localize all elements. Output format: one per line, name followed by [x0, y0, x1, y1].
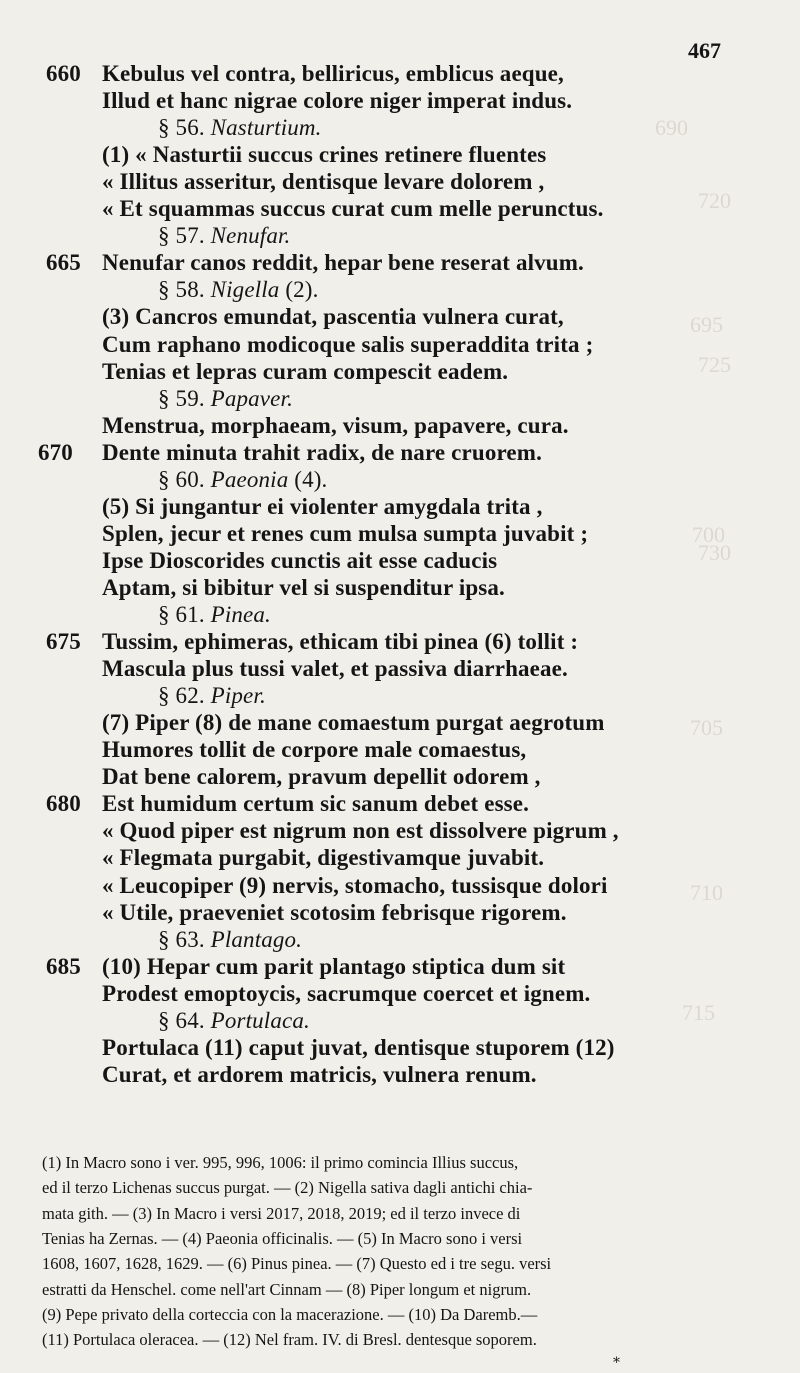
verse-line	[0, 493, 800, 521]
verse-line	[0, 439, 800, 467]
verse-text: Splen, jecur et renes cum mulsa sumpta juvabit ;	[102, 520, 589, 546]
verse-line	[0, 817, 800, 845]
verse-line	[0, 953, 800, 981]
verse-text: (1) « Nasturtii succus crines retinere fluentes	[102, 142, 547, 168]
section-title: Plantago.	[210, 926, 303, 952]
section-heading	[0, 1007, 800, 1035]
footnote-line: estratti da Henschel. come nell'art Cinnam — (8) Piper longum et nigrum.	[42, 1279, 532, 1299]
section-number: § 64.	[158, 1007, 205, 1033]
verse-text: (5) Si jungantur ei violenter amygdala trita ,	[102, 493, 543, 519]
verse-line	[0, 574, 800, 602]
section-number: § 62.	[158, 683, 205, 709]
bleed-number: 720	[698, 188, 731, 213]
verse-line	[0, 303, 800, 331]
footnote-ref: (4).	[288, 466, 328, 492]
section-title: Piper.	[210, 683, 266, 709]
section-heading	[0, 682, 800, 710]
verse-line	[0, 736, 800, 764]
footnote-line: Tenias ha Zernas. — (4) Paeonia officinalis. — (5) In Macro sono i versi	[42, 1228, 523, 1248]
verse-text: Tenias et lepras curam compescit eadem.	[102, 358, 509, 384]
verse-text: (7) Piper (8) de mane comaestum purgat aegrotum	[102, 710, 605, 736]
verse-number: 665	[46, 250, 81, 276]
section-heading	[0, 222, 800, 250]
verse-text: Menstrua, morphaeam, visum, papavere, cura.	[102, 412, 569, 438]
footnote-line: ed il terzo Lichenas succus purgat. — (2) Nigella sativa dagli antichi chia-	[42, 1178, 533, 1198]
verse-text: Illud et hanc nigrae colore niger imperat indus.	[102, 88, 573, 114]
verse-text: « Leucopiper (9) nervis, stomacho, tussisque dolori	[102, 872, 608, 898]
section-heading	[0, 466, 800, 494]
verse-line	[0, 709, 800, 737]
verse-number: 680	[46, 791, 81, 817]
verse-text: « Illitus asseritur, dentisque levare dolorem ,	[102, 169, 545, 195]
section-heading	[0, 114, 800, 142]
signature-mark: *	[613, 1355, 620, 1371]
verse-text: Est humidum certum sic sanum debet esse.	[102, 791, 530, 817]
bleed-number: 695	[690, 312, 723, 337]
verse-text: Dente minuta trahit radix, de nare cruorem.	[102, 439, 542, 465]
verse-line	[0, 520, 800, 548]
section-number: § 63.	[158, 926, 205, 952]
verse-number: 675	[46, 629, 81, 655]
verse-text: Kebulus vel contra, belliricus, emblicus aeque,	[102, 61, 564, 86]
verse-text: Aptam, si bibitur vel si suspenditur ipsa.	[102, 574, 505, 600]
verse-line	[0, 655, 800, 683]
verse-line	[0, 844, 800, 872]
verse-line	[0, 195, 800, 223]
verse-line	[0, 249, 800, 277]
verse-text: Dat bene calorem, pravum depellit odorem ,	[102, 764, 541, 790]
verse-line	[0, 168, 800, 196]
section-title: Papaver.	[210, 385, 293, 411]
verse-text: « Utile, praeveniet scotosim febrisque rigorem.	[102, 899, 567, 925]
section-number: § 57.	[158, 223, 205, 249]
bleed-number: 725	[698, 352, 731, 377]
section-title: Paeonia	[210, 466, 289, 492]
verse-text: Prodest emoptoycis, sacrumque coercet et ignem.	[102, 980, 591, 1006]
section-number: § 59.	[158, 385, 205, 411]
bleed-number: 730	[698, 540, 731, 565]
bleed-number: 715	[682, 1000, 715, 1025]
verse-text: Tussim, ephimeras, ethicam tibi pinea (6) tollit :	[102, 629, 579, 655]
section-title: Pinea.	[210, 602, 271, 627]
verse-line	[0, 358, 800, 386]
page-number: 467	[688, 38, 721, 63]
section-number: § 61.	[158, 602, 205, 627]
verse-line	[0, 790, 800, 818]
footnote-line: (11) Portulaca oleracea. — (12) Nel fram. IV. di Bresl. dentesque soporem.	[42, 1330, 537, 1350]
bleed-number: 700	[692, 522, 725, 547]
verse-text: Mascula plus tussi valet, et passiva diarrhaeae.	[102, 656, 568, 682]
footnote-line: (1) In Macro sono i ver. 995, 996, 1006: il primo comincia Illius succus,	[42, 1153, 519, 1172]
footnote-line: (9) Pepe privato della corteccia con la macerazione. — (10) Da Daremb.—	[42, 1304, 538, 1324]
verse-text: « Flegmata purgabit, digestivamque juvabit.	[102, 845, 545, 871]
section-heading	[0, 601, 800, 629]
footnote-ref: (2).	[279, 277, 319, 303]
verse-text: « Quod piper est nigrum non est dissolvere pigrum ,	[102, 818, 619, 844]
section-number: § 58.	[158, 277, 205, 303]
bleed-number: 690	[655, 115, 688, 140]
verse-number: 685	[46, 953, 81, 979]
verse-line	[0, 763, 800, 791]
verse-text: Humores tollit de corpore male comaestus,	[102, 737, 527, 763]
section-title: Nasturtium.	[210, 115, 322, 141]
section-number: § 60.	[158, 466, 205, 492]
section-heading	[0, 926, 800, 954]
verse-line	[0, 87, 800, 115]
verse-line	[0, 547, 800, 575]
section-number: § 56.	[158, 115, 205, 141]
verse-text: Curat, et ardorem matricis, vulnera renum.	[102, 1061, 537, 1087]
bleed-number: 710	[690, 880, 723, 905]
verse-number: 670	[38, 439, 73, 465]
verse-text: « Et squammas succus curat cum melle perunctus.	[102, 196, 604, 222]
verse-line	[0, 412, 800, 440]
verse-line	[0, 980, 800, 1008]
footnote-line: 1608, 1607, 1628, 1629. — (6) Pinus pinea. — (7) Questo ed i tre segu. versi	[42, 1254, 552, 1274]
verse-text: Ipse Dioscorides cunctis ait esse caducis	[102, 547, 498, 573]
verse-text: Nenufar canos reddit, hepar bene reserat alvum.	[102, 250, 584, 276]
section-heading	[0, 276, 800, 304]
verse-text: Portulaca (11) caput juvat, dentisque stuporem (12)	[102, 1034, 615, 1060]
verse-line	[0, 899, 800, 927]
section-title: Portulaca.	[210, 1007, 310, 1033]
verse-line	[0, 872, 800, 900]
verse-number: 660	[46, 61, 81, 86]
verse-line	[0, 331, 800, 359]
verse-line	[0, 1034, 800, 1062]
verse-text: Cum raphano modicoque salis superaddita trita ;	[102, 331, 594, 357]
verse-line	[0, 1061, 800, 1089]
section-title: Nenufar.	[210, 223, 291, 249]
section-title: Nigella	[210, 277, 280, 303]
verse-line	[0, 628, 800, 656]
verse-line	[0, 60, 800, 88]
section-heading	[0, 385, 800, 413]
verse-text: (10) Hepar cum parit plantago stiptica dum sit	[102, 953, 566, 979]
verse-line	[0, 141, 800, 169]
bleed-number: 705	[690, 715, 723, 740]
verse-text: (3) Cancros emundat, pascentia vulnera curat,	[102, 304, 564, 330]
footnote-line: mata gith. — (3) In Macro i versi 2017, 2018, 2019; ed il terzo invece di	[42, 1203, 521, 1223]
